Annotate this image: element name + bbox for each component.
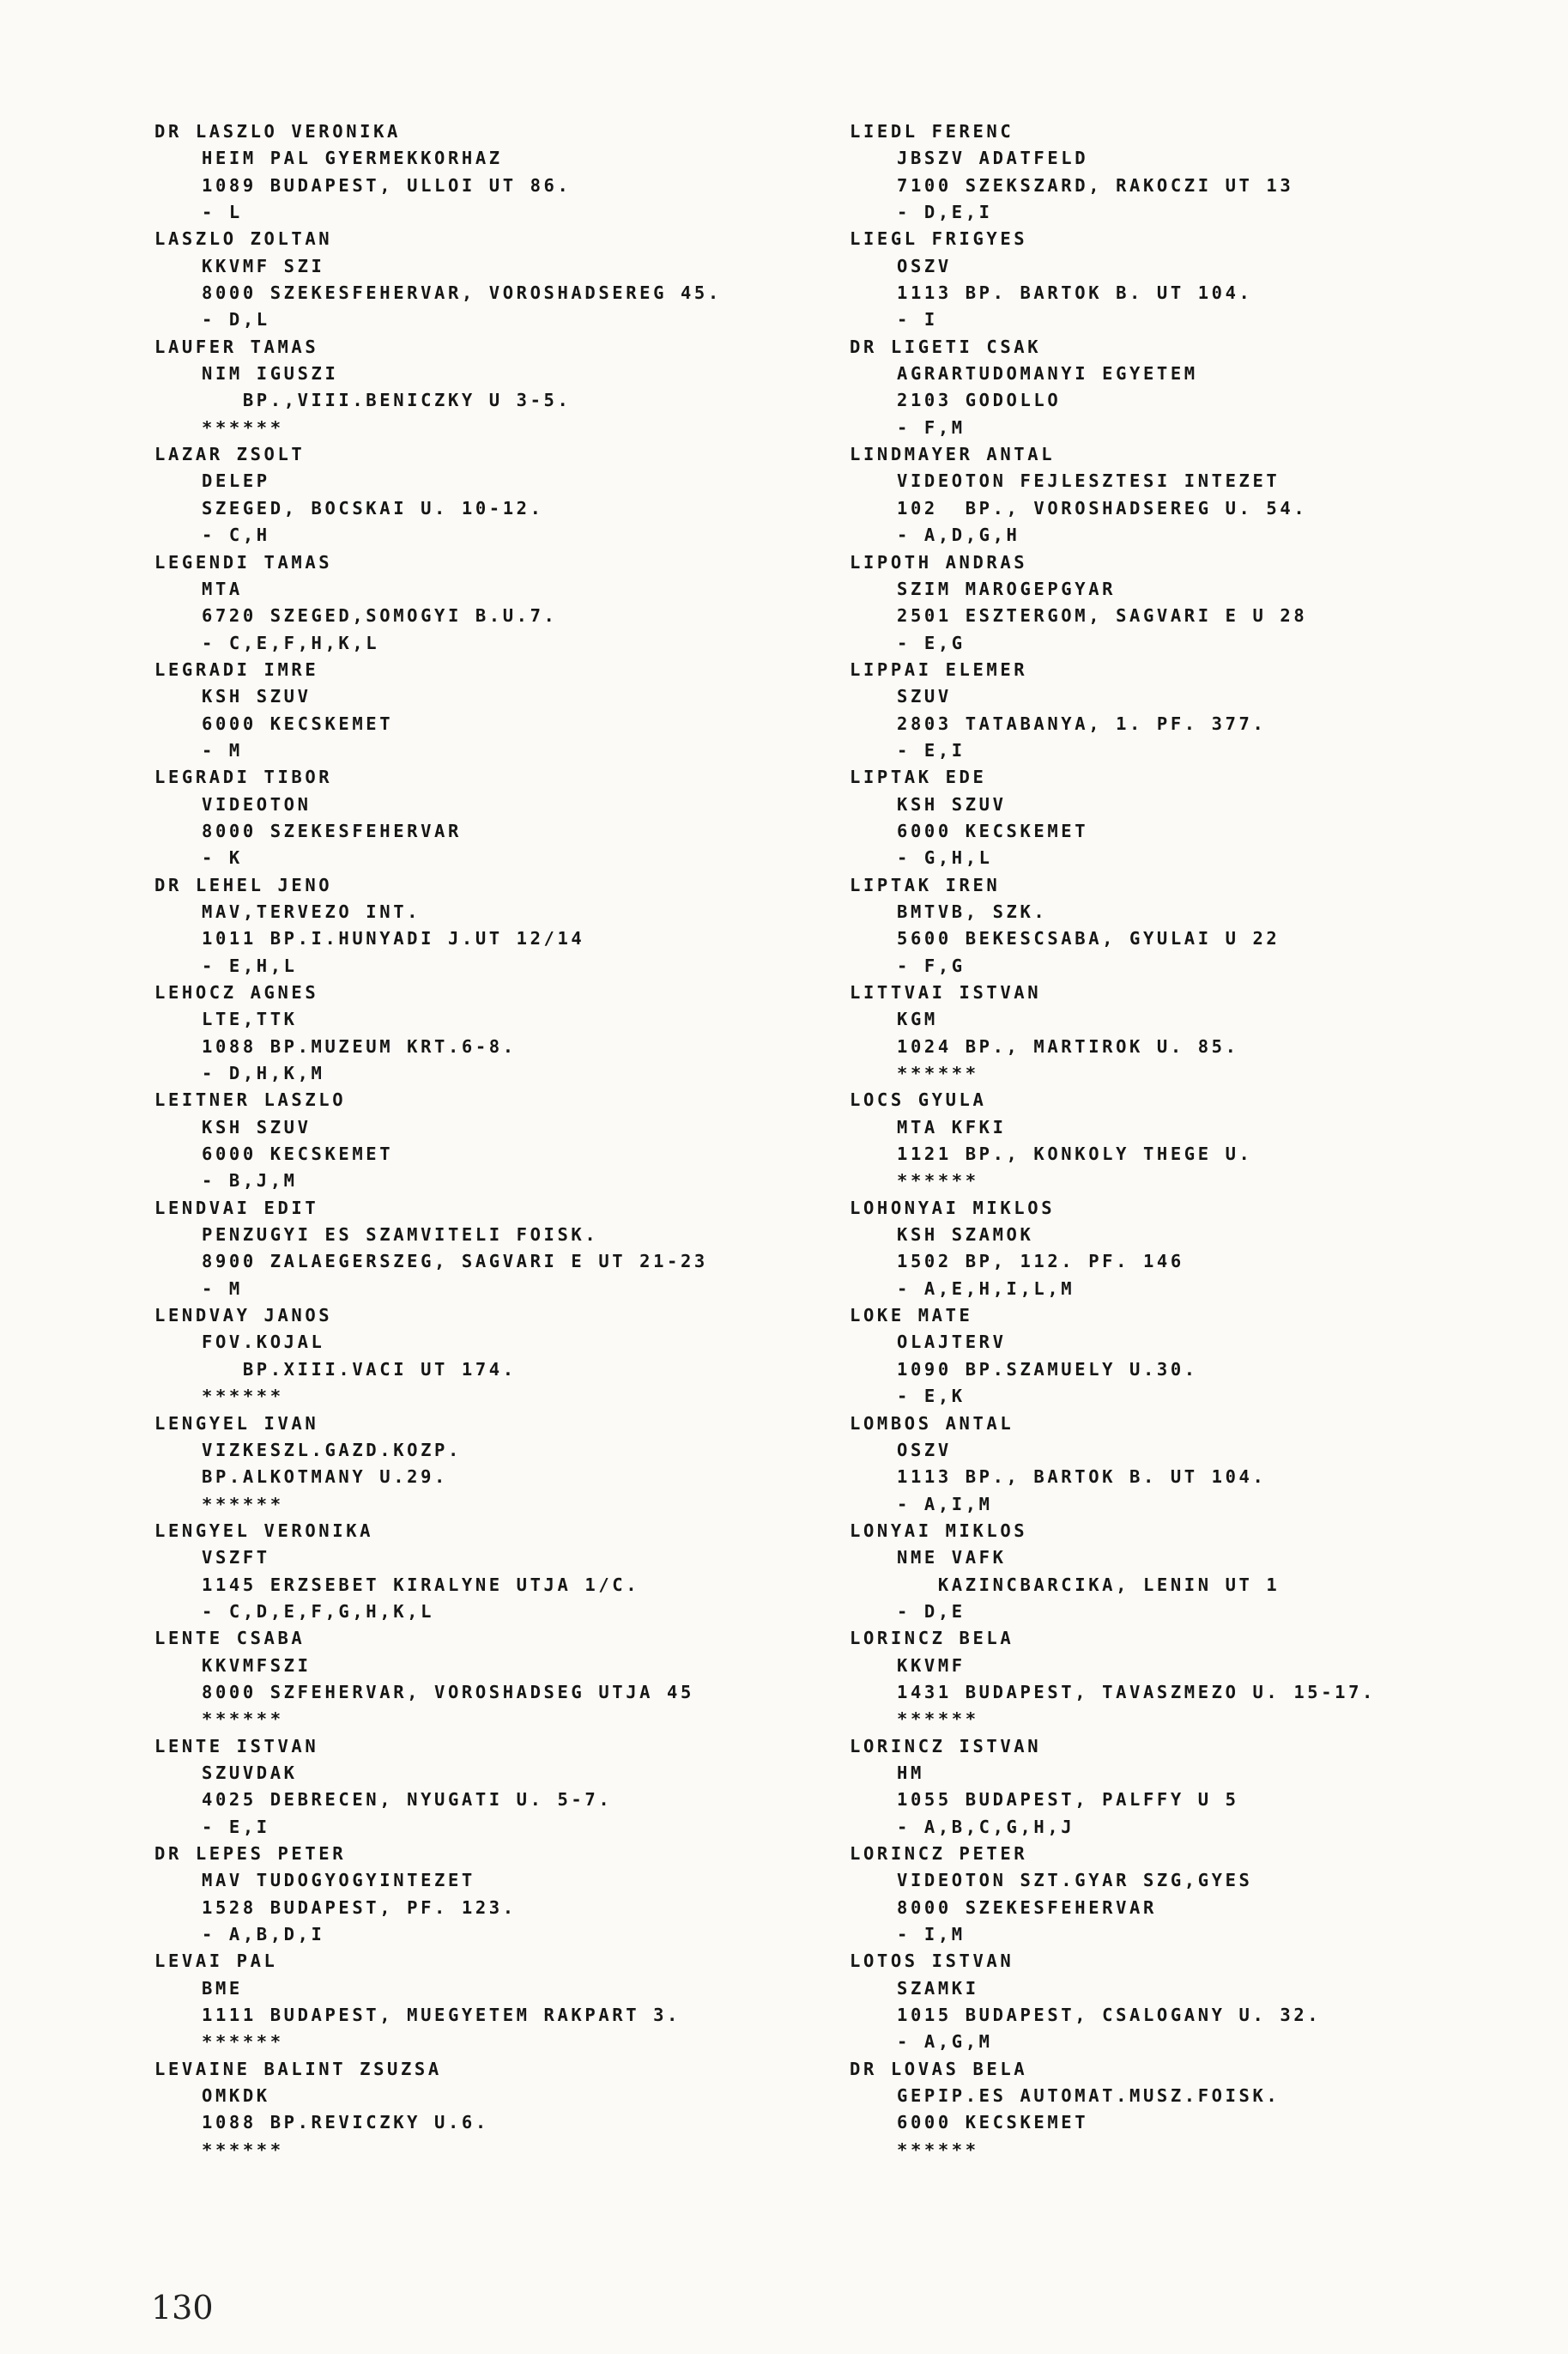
entry-address: SZEGED, BOCSKAI U. 10-12.	[202, 497, 544, 519]
entry-address: 6000 KECSKEMET	[202, 1144, 394, 1165]
entry-organization: NIM IGUSZI	[202, 363, 339, 385]
entry-codes: - D,H,K,M	[202, 1063, 325, 1084]
entry-organization: KKVMF SZI	[202, 255, 325, 276]
entry-name: LEVAINE BALINT ZSUZSA	[154, 2058, 442, 2079]
entry-address: 4025 DEBRECEN, NYUGATI U. 5-7.	[202, 1789, 613, 1811]
entry-address: 1088 BP.REVICZKY U.6.	[202, 2112, 489, 2133]
entry-name: LEITNER LASZLO	[154, 1089, 347, 1111]
entry-address: 1055 BUDAPEST, PALFFY U 5	[897, 1789, 1239, 1811]
entry-address: 8000 SZEKESFEHERVAR	[897, 1896, 1157, 1918]
entry-address: 1121 BP., KONKOLY THEGE U.	[897, 1144, 1253, 1165]
entry-codes: - L	[202, 202, 243, 223]
entry-codes: - I	[897, 309, 938, 331]
entry-address: 1111 BUDAPEST, MUEGYETEM RAKPART 3.	[202, 2005, 681, 2026]
entry-organization: KSH SZAMOK	[897, 1224, 1034, 1246]
directory-entry	[850, 549, 1528, 657]
entry-name: LORINCZ ISTVAN	[850, 1735, 1042, 1756]
directory-entry	[154, 657, 841, 764]
entry-organization: VIZKESZL.GAZD.KOZP.	[202, 1439, 462, 1460]
entry-address: BP.,VIII.BENICZKY U 3-5.	[202, 390, 572, 411]
directory-entry	[154, 1518, 841, 1625]
entry-address: 5600 BEKESCSABA, GYULAI U 22	[897, 928, 1280, 949]
entry-name: LIPTAK IREN	[850, 874, 1001, 895]
entry-name: LORINCZ PETER	[850, 1843, 1028, 1864]
directory-entry	[850, 1411, 1528, 1518]
entry-codes: - G,H,L	[897, 847, 993, 869]
entry-organization: GEPIP.ES AUTOMAT.MUSZ.FOISK.	[897, 2085, 1280, 2107]
entry-name: LENGYEL VERONIKA	[154, 1520, 374, 1541]
entry-name: LENDVAY JANOS	[154, 1305, 333, 1326]
directory-entry	[850, 980, 1528, 1087]
entry-address: 1528 BUDAPEST, PF. 123.	[202, 1896, 517, 1918]
entry-codes: - A,G,M	[897, 2031, 993, 2053]
entry-name: LEGRADI TIBOR	[154, 767, 333, 788]
entry-address: 1113 BP., BARTOK B. UT 104.	[897, 1466, 1267, 1488]
entry-codes: ******	[202, 1708, 284, 1730]
entry-codes: - A,D,G,H	[897, 525, 1020, 546]
entry-address: 8000 SZEKESFEHERVAR	[202, 820, 462, 841]
entry-codes: - C,D,E,F,G,H,K,L	[202, 1600, 435, 1622]
entry-name: LIEGL FRIGYES	[850, 228, 1028, 250]
entry-address: 1015 BUDAPEST, CSALOGANY U. 32.	[897, 2005, 1322, 2026]
entry-organization: FOV.KOJAL	[202, 1332, 325, 1353]
entry-organization: MAV,TERVEZO INT.	[202, 901, 421, 922]
entry-name: LONYAI MIKLOS	[850, 1520, 1028, 1541]
directory-entry	[154, 1948, 841, 2055]
entry-codes: - E,I	[202, 1816, 270, 1837]
entry-codes: - E,G	[897, 632, 966, 653]
entry-name: LOMBOS ANTAL	[850, 1412, 1014, 1434]
entry-name: LOCS GYULA	[850, 1089, 987, 1111]
entry-organization: MTA KFKI	[897, 1116, 1007, 1138]
directory-entry	[154, 1733, 841, 1841]
entry-organization: KKVMF	[897, 1654, 966, 1676]
directory-entry	[850, 118, 1528, 226]
directory-entry	[154, 1411, 841, 1518]
entry-codes: ******	[202, 2139, 284, 2160]
page-number: 130	[151, 2289, 214, 2327]
entry-address: 2501 ESZTERGOM, SAGVARI E U 28	[897, 605, 1308, 627]
directory-entry	[850, 1518, 1528, 1625]
entry-name: LAUFER TAMAS	[154, 336, 319, 357]
directory-entry	[154, 872, 841, 980]
directory-entry	[154, 980, 841, 1087]
entry-name: LENTE ISTVAN	[154, 1735, 319, 1756]
entry-name: DR LEPES PETER	[154, 1843, 347, 1864]
entry-name: DR LOVAS BELA	[850, 2058, 1028, 2079]
entry-organization: OSZV	[897, 1439, 952, 1460]
entry-address: BP.ALKOTMANY U.29.	[202, 1466, 448, 1488]
entry-address: 1431 BUDAPEST, TAVASZMEZO U. 15-17.	[897, 1681, 1376, 1702]
directory-entry	[850, 1841, 1528, 1948]
entry-name: LOTOS ISTVAN	[850, 1951, 1014, 1972]
entry-name: LIPOTH ANDRAS	[850, 551, 1028, 573]
entry-organization: PENZUGYI ES SZAMVITELI FOISK.	[202, 1224, 599, 1246]
entry-codes: ******	[202, 416, 284, 438]
entry-name: LEGRADI IMRE	[154, 658, 319, 680]
entry-organization: LTE,TTK	[202, 1009, 298, 1030]
directory-entry	[154, 764, 841, 871]
directory-entry	[850, 1087, 1528, 1194]
entry-address: 6000 KECSKEMET	[897, 2112, 1089, 2133]
entry-name: LASZLO ZOLTAN	[154, 228, 333, 250]
entry-organization: KSH SZUV	[202, 686, 312, 707]
entry-codes: - B,J,M	[202, 1170, 298, 1192]
entry-organization: MTA	[202, 578, 243, 599]
entry-codes: - F,M	[897, 416, 966, 438]
directory-entry	[850, 226, 1528, 333]
entry-organization: VIDEOTON SZT.GYAR SZG,GYES	[897, 1870, 1253, 1891]
entry-organization: JBSZV ADATFELD	[897, 148, 1089, 169]
entry-organization: VSZFT	[202, 1547, 270, 1568]
entry-address: 2103 GODOLLO	[897, 390, 1062, 411]
directory-entry	[154, 2056, 841, 2163]
directory-entry	[850, 764, 1528, 871]
entry-address: 8900 ZALAEGERSZEG, SAGVARI E UT 21-23	[202, 1251, 708, 1272]
entry-organization: KSH SZUV	[897, 793, 1007, 815]
entry-organization: HEIM PAL GYERMEKKORHAZ	[202, 148, 503, 169]
entry-codes: - F,G	[897, 955, 966, 976]
directory-entry	[850, 1195, 1528, 1302]
entry-codes: ******	[897, 1708, 979, 1730]
directory-entry	[154, 1841, 841, 1948]
entry-address: 6000 KECSKEMET	[202, 713, 394, 734]
entry-codes: - C,H	[202, 525, 270, 546]
directory-entry	[850, 1948, 1528, 2055]
directory-entry	[850, 1733, 1528, 1841]
entry-address: 1088 BP.MUZEUM KRT.6-8.	[202, 1035, 517, 1057]
entry-codes: ******	[897, 1063, 979, 1084]
entry-name: LOHONYAI MIKLOS	[850, 1197, 1056, 1218]
right-column	[850, 118, 1528, 2163]
entry-organization: MAV TUDOGYOGYINTEZET	[202, 1870, 475, 1891]
entry-codes: - M	[202, 1277, 243, 1299]
directory-entry	[154, 1302, 841, 1410]
entry-name: LOKE MATE	[850, 1305, 973, 1326]
entry-address: 1145 ERZSEBET KIRALYNE UTJA 1/C.	[202, 1574, 640, 1595]
entry-organization: OLAJTERV	[897, 1332, 1007, 1353]
entry-codes: - D,E	[897, 1600, 966, 1622]
entry-address: 102 BP., VOROSHADSEREG U. 54.	[897, 497, 1308, 519]
entry-address: 8000 SZEKESFEHERVAR, VOROSHADSEREG 45.	[202, 282, 722, 304]
entry-address: 1011 BP.I.HUNYADI J.UT 12/14	[202, 928, 585, 949]
entry-address: 7100 SZEKSZARD, RAKOCZI UT 13	[897, 174, 1294, 196]
entry-name: LIEDL FERENC	[850, 121, 1014, 142]
entry-codes: ******	[202, 1386, 284, 1407]
entry-codes: - D,L	[202, 309, 270, 331]
entry-name: LIPTAK EDE	[850, 767, 987, 788]
entry-name: LEGENDI TAMAS	[154, 551, 333, 573]
entry-address: 6720 SZEGED,SOMOGYI B.U.7.	[202, 605, 558, 627]
directory-entry	[850, 1302, 1528, 1410]
entry-name: LORINCZ BELA	[850, 1628, 1014, 1649]
directory-entry	[850, 2056, 1528, 2163]
directory-entry	[154, 334, 841, 441]
directory-entry	[850, 441, 1528, 549]
entry-name: LEVAI PAL	[154, 1951, 278, 1972]
entry-codes: ******	[202, 2031, 284, 2053]
entry-name: LENTE CSABA	[154, 1628, 306, 1649]
entry-name: LITTVAI ISTVAN	[850, 982, 1042, 1003]
entry-codes: - D,E,I	[897, 202, 993, 223]
entry-name: LENDVAI EDIT	[154, 1197, 319, 1218]
entry-organization: KKVMFSZI	[202, 1654, 312, 1676]
directory-entry	[154, 549, 841, 657]
entry-address: BP.XIII.VACI UT 174.	[202, 1358, 517, 1380]
entry-name: LAZAR ZSOLT	[154, 444, 306, 465]
directory-entry	[154, 226, 841, 333]
entry-codes: - E,H,L	[202, 955, 298, 976]
entry-organization: OSZV	[897, 255, 952, 276]
entry-address: 1502 BP, 112. PF. 146	[897, 1251, 1184, 1272]
directory-entry	[850, 872, 1528, 980]
entry-address: 1089 BUDAPEST, ULLOI UT 86.	[202, 174, 572, 196]
entry-organization: NME VAFK	[897, 1547, 1007, 1568]
entry-address: 8000 SZFEHERVAR, VOROSHADSEG UTJA 45	[202, 1681, 694, 1702]
directory-entry	[154, 441, 841, 549]
entry-codes: - A,B,C,G,H,J	[897, 1816, 1075, 1837]
entry-address: 2803 TATABANYA, 1. PF. 377.	[897, 713, 1267, 734]
entry-codes: - C,E,F,H,K,L	[202, 632, 380, 653]
entry-organization: VIDEOTON	[202, 793, 312, 815]
directory-entry	[850, 657, 1528, 764]
directory-entry	[850, 1625, 1528, 1732]
entry-name: DR LASZLO VERONIKA	[154, 121, 401, 142]
entry-organization: HM	[897, 1762, 924, 1783]
entry-organization: VIDEOTON FEJLESZTESI INTEZET	[897, 470, 1280, 492]
entry-name: LEHOCZ AGNES	[154, 982, 319, 1003]
entry-address: 1024 BP., MARTIROK U. 85.	[897, 1035, 1239, 1057]
entry-organization: KGM	[897, 1009, 938, 1030]
entry-organization: SZIM MAROGEPGYAR	[897, 578, 1117, 599]
entry-organization: AGRARTUDOMANYI EGYETEM	[897, 363, 1198, 385]
entry-organization: DELEP	[202, 470, 270, 492]
entry-organization: SZUVDAK	[202, 1762, 298, 1783]
directory-entry	[154, 1195, 841, 1302]
entry-codes: - A,I,M	[897, 1493, 993, 1514]
entry-name: LIPPAI ELEMER	[850, 658, 1028, 680]
directory-entry	[850, 334, 1528, 441]
entry-organization: SZUV	[897, 686, 952, 707]
entry-codes: - K	[202, 847, 243, 869]
entry-name: DR LIGETI CSAK	[850, 336, 1042, 357]
left-column	[154, 118, 841, 2163]
entry-codes: - I,M	[897, 1924, 966, 1945]
entry-name: DR LEHEL JENO	[154, 874, 333, 895]
entry-organization: SZAMKI	[897, 1977, 979, 1999]
directory-entry	[154, 1087, 841, 1194]
entry-address: 1090 BP.SZAMUELY U.30.	[897, 1358, 1198, 1380]
entry-organization: BME	[202, 1977, 243, 1999]
entry-address: KAZINCBARCIKA, LENIN UT 1	[897, 1574, 1280, 1595]
entry-name: LINDMAYER ANTAL	[850, 444, 1056, 465]
entry-codes: - E,K	[897, 1386, 966, 1407]
entry-codes: - E,I	[897, 739, 966, 761]
directory-entry	[154, 118, 841, 226]
entry-organization: OMKDK	[202, 2085, 270, 2107]
entry-codes: - A,B,D,I	[202, 1924, 325, 1945]
entry-codes: - M	[202, 739, 243, 761]
entry-organization: KSH SZUV	[202, 1116, 312, 1138]
entry-address: 6000 KECSKEMET	[897, 820, 1089, 841]
entry-codes: ******	[897, 1170, 979, 1192]
entry-codes: ******	[202, 1493, 284, 1514]
entry-name: LENGYEL IVAN	[154, 1412, 319, 1434]
entry-codes: - A,E,H,I,L,M	[897, 1277, 1075, 1299]
entry-codes: ******	[897, 2139, 979, 2160]
directory-entry	[154, 1625, 841, 1732]
entry-organization: BMTVB, SZK.	[897, 901, 1048, 922]
entry-address: 1113 BP. BARTOK B. UT 104.	[897, 282, 1253, 304]
